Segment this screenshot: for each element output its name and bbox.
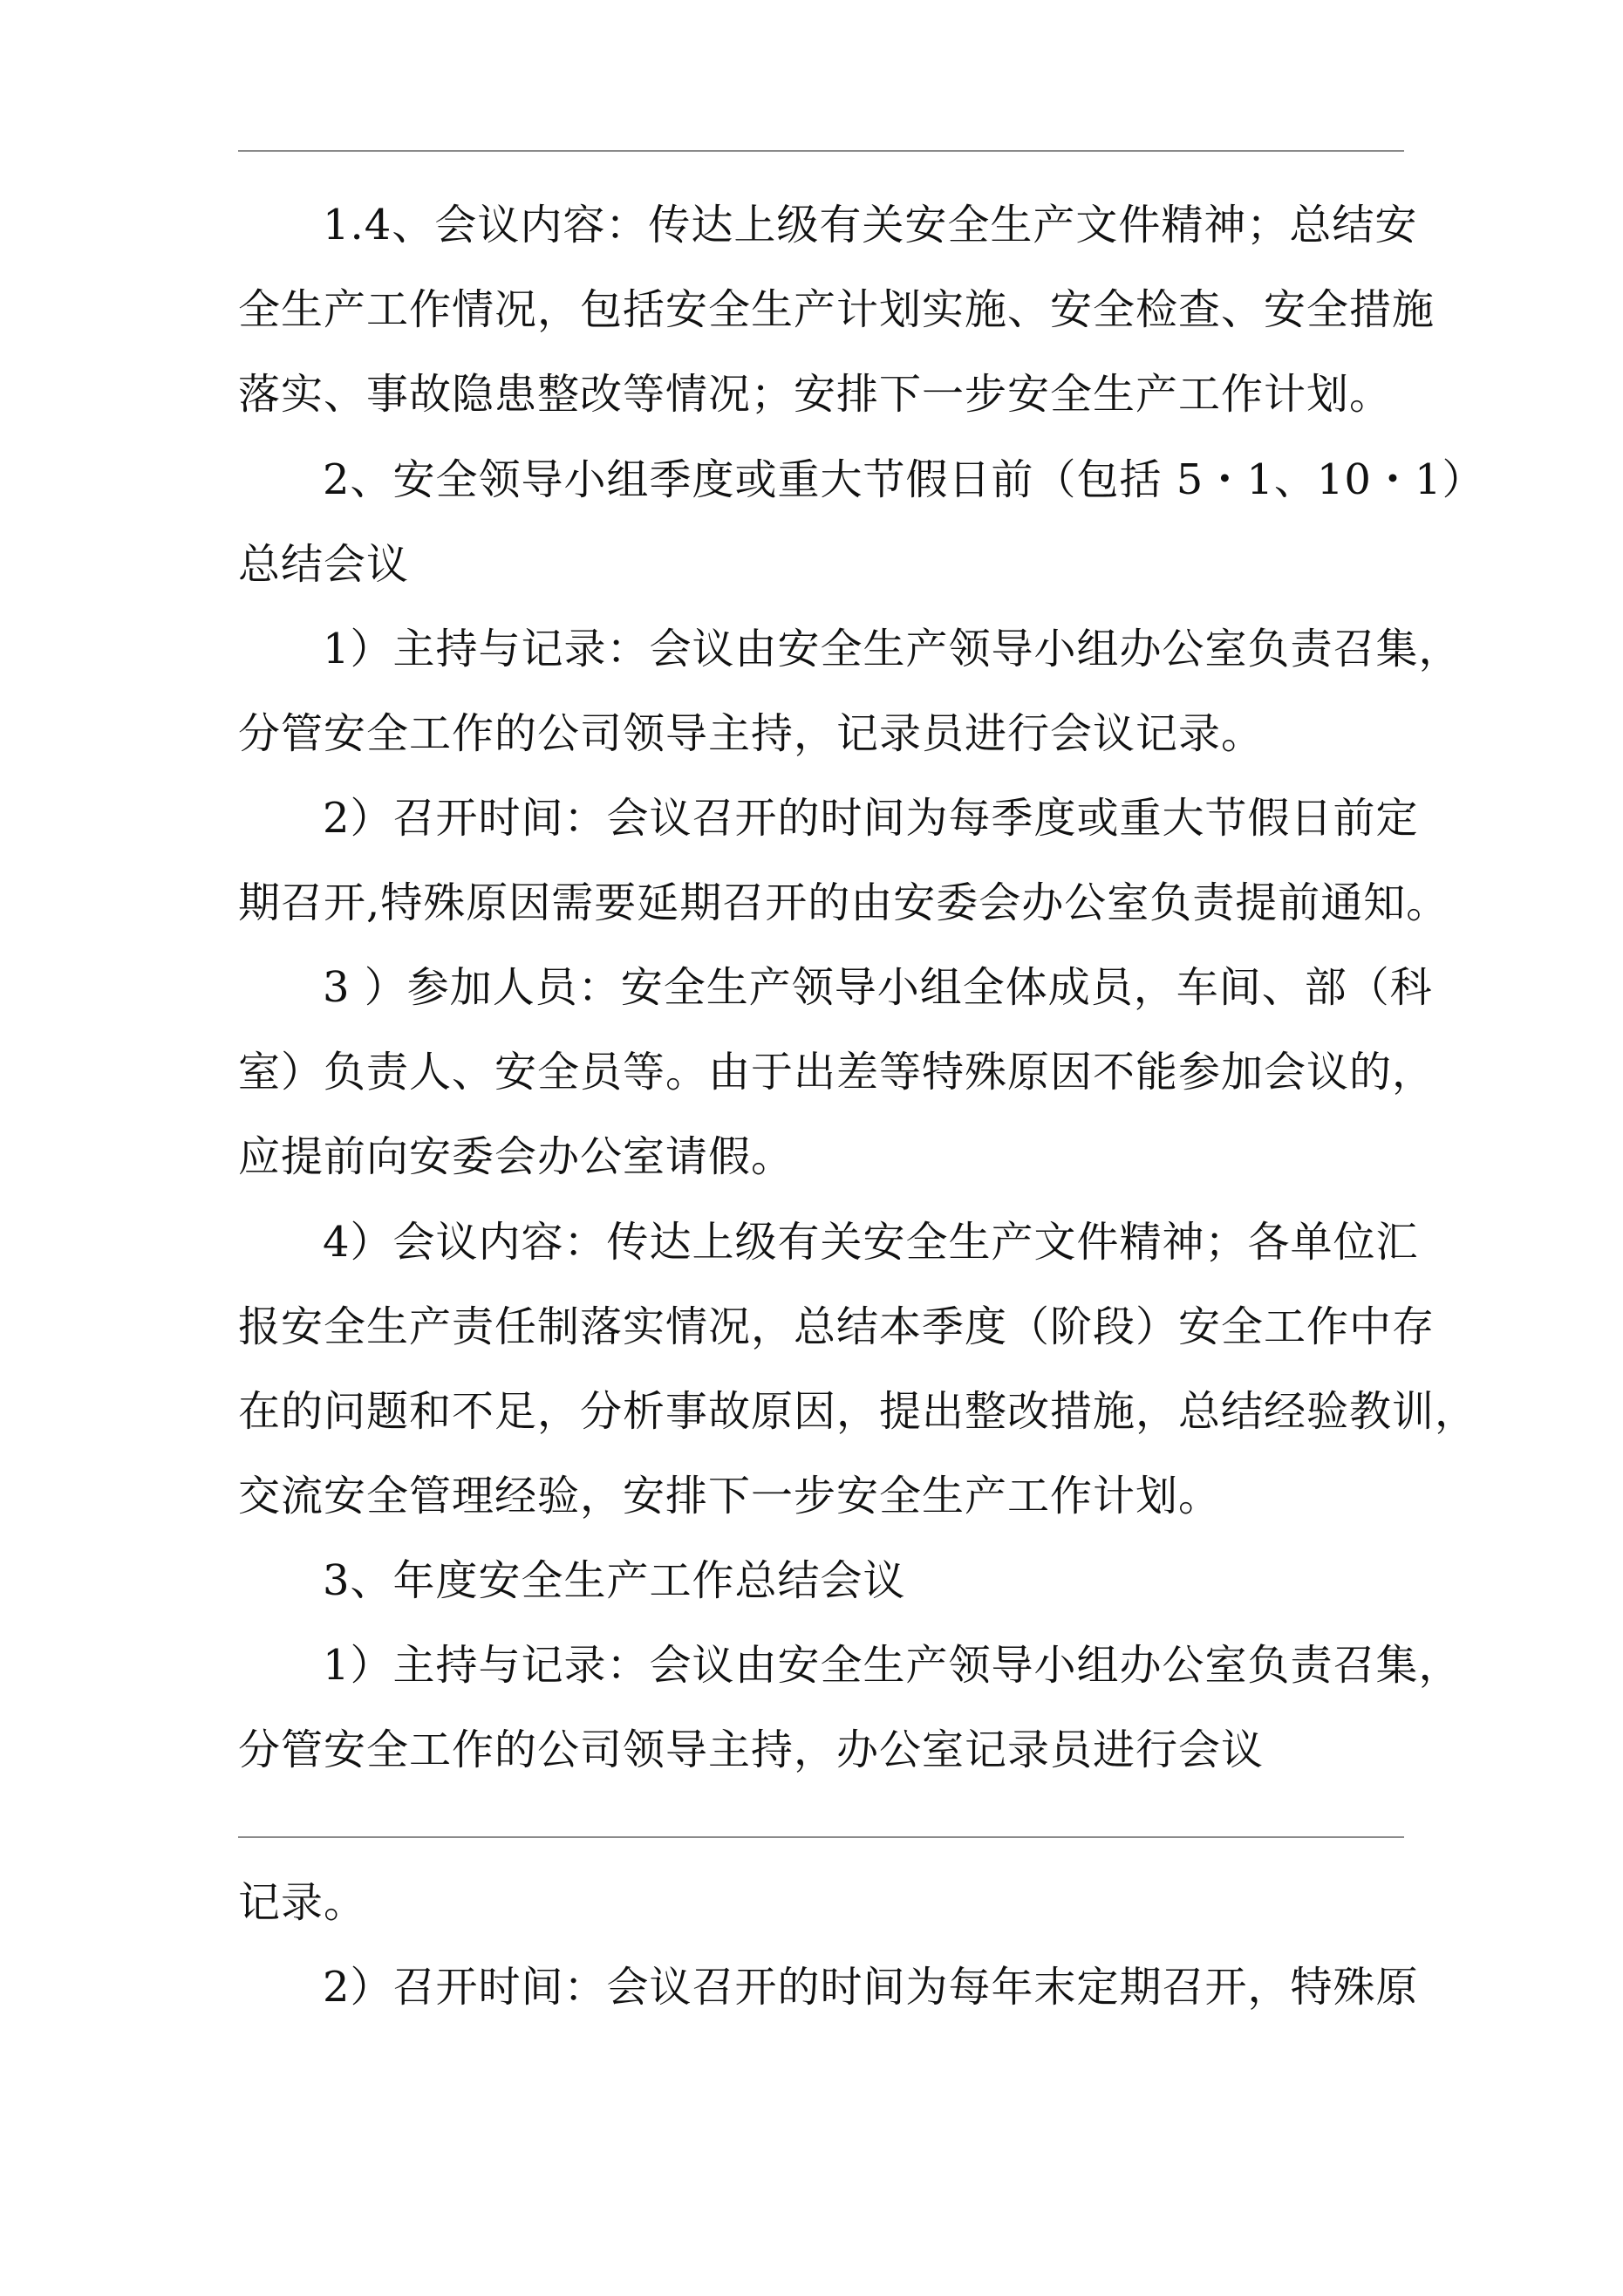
text-line: 2）召开时间：会议召开的时间为每年末定期召开，特殊原 [323,1963,1419,2012]
text-line: 全生产工作情况，包括安全生产计划实施、安全检查、安全措施 [238,285,1435,334]
text-line: 交流安全管理经验，安排下一步安全生产工作计划。 [238,1472,1222,1520]
page-break-divider [238,1836,1404,1838]
text-line: 3 ）参加人员：安全生产领导小组全体成员，车间、部（科 [323,963,1433,1012]
text-line: 2）召开时间：会议召开的时间为每季度或重大节假日前定 [323,794,1419,843]
text-line: 4）会议内容：传达上级有关安全生产文件精神；各单位汇 [323,1218,1419,1267]
text-line: 3、年度安全生产工作总结会议 [323,1556,906,1605]
text-line: 1）主持与记录：会议由安全生产领导小组办公室负责召集， [323,625,1462,673]
text-line: 2、安全领导小组季度或重大节假日前（包括 5・1、10・1） [323,455,1485,504]
text-line: 在的问题和不足，分析事故原因，提出整改措施，总结经验教训， [238,1387,1478,1436]
text-line: 1.4、会议内容：传达上级有关安全生产文件精神；总结安 [323,201,1418,249]
text-line: 应提前向安委会办公室请假。 [238,1132,794,1181]
text-line: 记录。 [238,1878,367,1927]
text-line: 报安全生产责任制落实情况，总结本季度（阶段）安全工作中存 [238,1302,1435,1351]
text-line: 总结会议 [238,540,410,589]
text-line: 分管安全工作的公司领导主持，记录员进行会议记录。 [238,709,1265,758]
text-line: 分管安全工作的公司领导主持，办公室记录员进行会议 [238,1725,1265,1774]
text-line: 1）主持与记录：会议由安全生产领导小组办公室负责召集， [323,1641,1462,1690]
text-line: 室）负责人、安全员等。由于出差等特殊原因不能参加会议的， [238,1048,1435,1097]
text-line: 期召开,特殊原因需要延期召开的由安委会办公室负责提前通知。 [238,878,1449,927]
text-line: 落实、事故隐患整改等情况；安排下一步安全生产工作计划。 [238,370,1393,419]
page-top-divider [238,150,1404,152]
